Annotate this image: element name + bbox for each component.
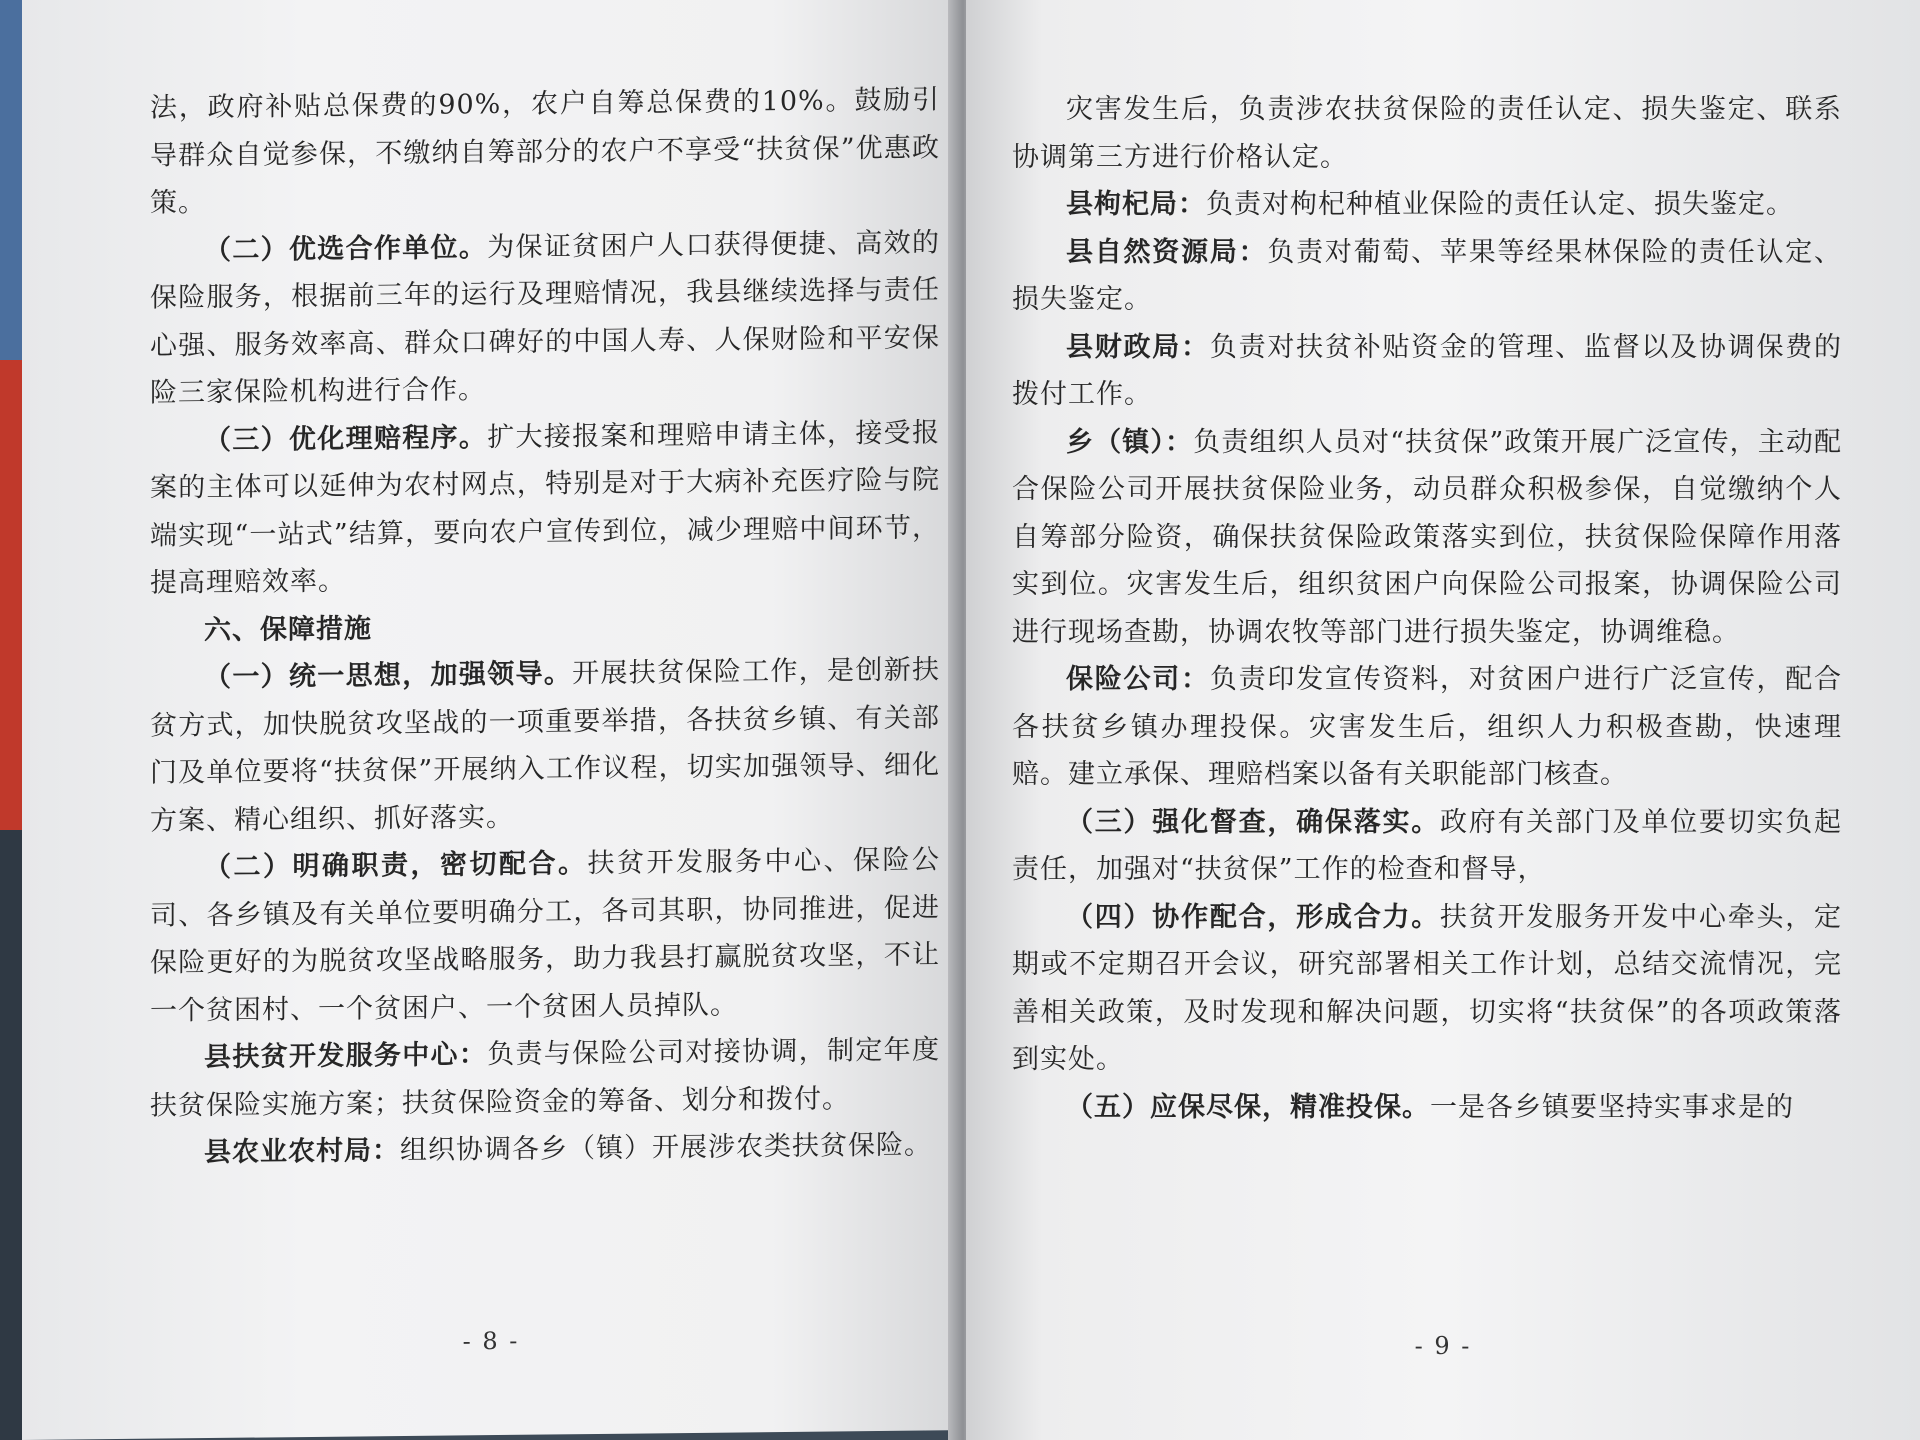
paragraph-heading: （三）优化理赔程序。 [204,421,488,456]
paragraph-heading: （二）优选合作单位。 [204,231,488,266]
paragraph: （三）优化理赔程序。扩大接报案和理赔申请主体，接受报案的主体可以延伸为农村网点，特别是对于大病补充医疗险与院端实现“一站式”结算，要向农户宣传到位，减少理赔中间环节，提高理赔效率。 [150,416,941,599]
paragraph-heading: 县农业农村局： [204,1135,400,1169]
paragraph: （一）统一思想，加强领导。开展扶贫保险工作，是创新扶贫方式，加快脱贫攻坚战的一项重要举措，各扶贫乡镇、有关部门及单位要将“扶贫保”开展纳入工作议程，切实加强领导、细化方案、精心组织、抓好落实。 [150,654,941,837]
paragraph: （四）协作配合，形成合力。扶贫开发服务开发中心牵头，定期或不定期召开会议，研究部署相关工作计划，总结交流情况，完善相关政策，及时发现和解决问题，切实将“扶贫保”的各项政策落到实处。 [1012,901,1842,1075]
right-page [966,0,1920,1440]
paragraph-heading: 乡（镇）： [1066,426,1194,458]
paragraph-heading: 县扶贫开发服务中心： [204,1039,488,1074]
section-heading: 六、保障措施 [204,612,372,646]
paragraph: （五）应保尽保，精准投保。一是各乡镇要坚持实事求是的 [1066,1091,1794,1123]
paragraph: （二）优选合作单位。为保证贫困户人口获得便捷、高效的保险服务，根据前三年的运行及理赔情况，我县继续选择与责任心强、服务效率高、群众口碑好的中国人寿、人保财险和平安保险三家保险机构进行合作。 [150,226,941,409]
left-page-text [150,76,940,1177]
page-number: - 9 - [1414,1332,1472,1360]
paragraph-heading: （五）应保尽保，精准投保。 [1066,1091,1430,1123]
paragraph: 县农业农村局：组织协调各乡（镇）开展涉农类扶贫保险。 [204,1129,932,1169]
paragraph: 灾害发生后，负责涉农扶贫保险的责任认定、损失鉴定、联系协调第三方进行价格认定。 [1012,94,1842,173]
paragraph-heading: 保险公司： [1066,664,1210,695]
right-page-text [1012,86,1842,1131]
paragraph-heading: 县自然资源局： [1066,236,1268,268]
paragraph-heading: （一）统一思想，加强领导。 [204,658,573,694]
paragraph: 县自然资源局：负责对葡萄、苹果等经果林保险的责任认定、损失鉴定。 [1012,236,1843,315]
paragraph: 县财政局：负责对扶贫补贴资金的管理、监督以及协调保费的拨付工作。 [1012,331,1843,410]
paragraph-heading: （三）强化督查，确保落实。 [1066,806,1440,838]
page-number: - 8 - [462,1326,520,1356]
paragraph: （二）明确职责，密切配合。扶贫开发服务中心、保险公司、各乡镇及有关单位要明确分工，各司其职，协同推进，促进保险更好的为脱贫攻坚战略服务，助力我县打赢脱贫攻坚，不让一个贫困村、一个贫困户、一个贫困人员掉队。 [150,844,940,1027]
paragraph-heading: 县枸杞局： [1066,189,1206,220]
paragraph: 县扶贫开发服务中心：负责与保险公司对接协调，制定年度扶贫保险实施方案；扶贫保险资金的筹备、划分和拨付。 [150,1034,941,1122]
paragraph: 乡（镇）：负责组织人员对“扶贫保”政策开展广泛宣传，主动配合保险公司开展扶贫保险业务，动员群众积极参保，自觉缴纳个人自筹部分险资，确保扶贫保险政策落实到位，扶贫保险保障作用落实到位。灾害发生后，组织贫困户向保险公司报案，协调保险公司进行现场查勘，协调农牧等部门进行损失鉴定，协调维稳。 [1012,426,1843,648]
paragraph-heading: （二）明确职责，密切配合。 [204,848,588,884]
paragraph-heading: 县财政局： [1066,331,1210,363]
paragraph-heading: （四）协作配合，形成合力。 [1066,901,1440,933]
left-page [22,0,960,1440]
paragraph: 县枸杞局：负责对枸杞种植业保险的责任认定、损失鉴定。 [1066,189,1794,220]
paragraph: （三）强化督查，确保落实。政府有关部门及单位要切实负起责任，加强对“扶贫保”工作的检查和督导， [1012,806,1842,885]
paragraph: 法，政府补贴总保费的90%，农户自筹总保费的10%。鼓励引导群众自觉参保，不缴纳自筹部分的农户不享受“扶贫保”优惠政策。 [150,84,940,219]
paragraph: 保险公司：负责印发宣传资料，对贫困户进行广泛宣传，配合各扶贫乡镇办理投保。灾害发生后，组织人力积极查勘，快速理赔。建立承保、理赔档案以备有关职能部门核查。 [1012,664,1843,790]
